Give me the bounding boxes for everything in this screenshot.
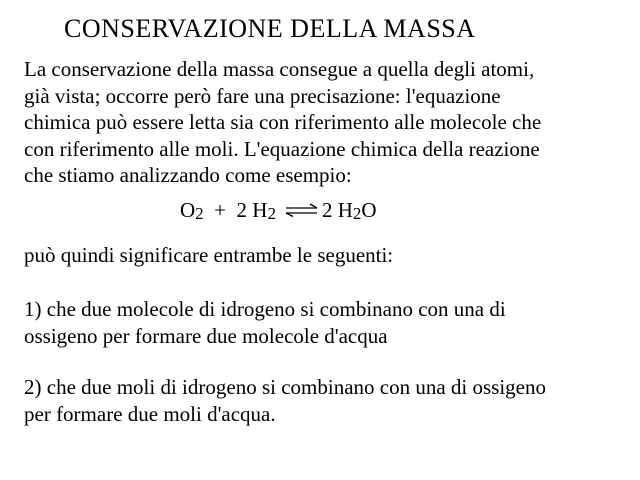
- water-oxygen: O: [361, 198, 377, 222]
- intro-line: La conservazione della massa consegue a quella degli atomi,: [24, 57, 535, 81]
- point-2-line: 2) che due moli di idrogeno si combinano con una di ossigeno: [24, 375, 546, 399]
- point-2-paragraph: [24, 374, 546, 427]
- point-1-line: ossigeno per formare due molecole d'acqua: [24, 323, 388, 348]
- intro-line: con riferimento alle moli. L'equazione chimica della reazione: [24, 136, 540, 161]
- plus-sign: +: [203, 198, 237, 222]
- intro-line: già vista; occorre però fare una precisazione: l'equazione: [24, 83, 501, 108]
- chemical-equation: [180, 198, 377, 223]
- oxygen-subscript: 2: [195, 204, 204, 223]
- water-subscript: 2: [352, 204, 362, 223]
- hydrogen-reactant: 2 H: [236, 198, 268, 222]
- meaning-paragraph: [24, 242, 393, 269]
- water-product: 2 H: [321, 198, 353, 222]
- point-1-line: 1) che due molecole di idrogeno si combinano con una di: [24, 297, 506, 321]
- oxygen-symbol: O: [180, 198, 196, 222]
- intro-paragraph: [24, 56, 541, 189]
- meaning-line: può quindi significare entrambe le seguenti:: [24, 243, 394, 267]
- page-title: CONSERVAZIONE DELLA MASSA: [64, 14, 476, 43]
- point-1-paragraph: [24, 296, 506, 349]
- intro-line: che stiamo analizzando come esempio:: [24, 163, 352, 187]
- intro-line: chimica può essere letta sia con riferimento alle molecole che: [24, 110, 542, 134]
- equilibrium-arrow-icon: [284, 203, 320, 217]
- hydrogen-subscript: 2: [267, 204, 276, 223]
- point-2-line: per formare due moli d'acqua.: [24, 401, 276, 426]
